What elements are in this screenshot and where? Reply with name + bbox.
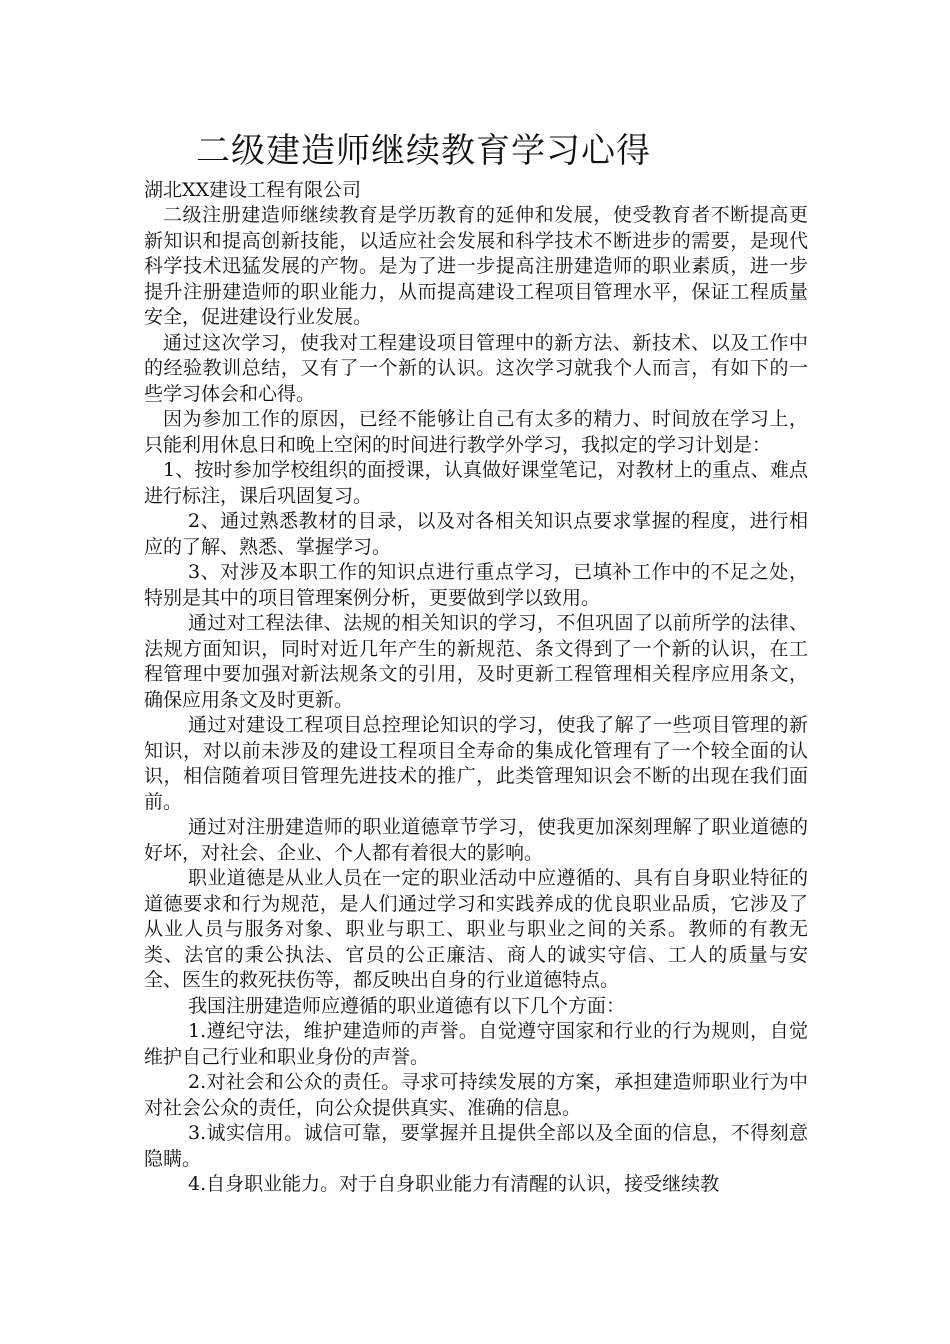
paragraph: 通过这次学习，使我对工程建设项目管理中的新方法、新技术、以及工作中的经验教训总结，又有了一个新的认识。这次学习就我个人而言，有如下的一些学习体会和心得。	[144, 331, 808, 405]
list-item: 3、对涉及本职工作的知识点进行重点学习，已填补工作中的不足之处，特别是其中的项目管理案例分析，更要做到学以致用。	[144, 561, 808, 609]
document-title: 二级建造师继续教育学习心得	[196, 131, 651, 171]
paragraph: 职业道德是从业人员在一定的职业活动中应遵循的、具有自身职业特征的道德要求和行为规范，是人们通过学习和实践养成的优良职业品质，它涉及了从业人员与服务对象、职业与职工、职业与职业之间的关系。教师的有教无类、法官的秉公执法、官员的公正廉洁、商人的诚实守信、工人的质量与安全、医生的救死扶伤等，都反映出自身的行业道德特点。	[144, 867, 808, 991]
list-item: 3.诚实信用。诚信可靠，要掌握并且提供全部以及全面的信息，不得刻意隐瞒。	[144, 1122, 808, 1170]
list-item: 4.自身职业能力。对于自身职业能力有清醒的认识，接受继续教	[188, 1173, 720, 1195]
list-item: 2、通过熟悉教材的目录，以及对各相关知识点要求掌握的程度，进行相应的了解、熟悉、掌握学习。	[144, 510, 808, 558]
list-item: 1.遵纪守法，维护建造师的声誉。自觉遵守国家和行业的行为规则，自觉维护自己行业和职业身份的声誉。	[144, 1020, 808, 1068]
paragraph: 通过对建设工程项目总控理论知识的学习，使我了解了一些项目管理的新知识，对以前未涉及的建设工程项目全寿命的集成化管理有了一个较全面的认识，相信随着项目管理先进技术的推广，此类管理知识会不断的出现在我们面前。	[144, 714, 808, 813]
list-item: 1、按时参加学校组织的面授课，认真做好课堂笔记，对教材上的重点、难点进行标注，课后巩固复习。	[144, 459, 808, 507]
list-item: 2.对社会和公众的责任。寻求可持续发展的方案，承担建造师职业行为中对社会公众的责任，向公众提供真实、准确的信息。	[144, 1071, 808, 1119]
paragraph: 二级注册建造师继续教育是学历教育的延伸和发展，使受教育者不断提高更新知识和提高创新技能，以适应社会发展和科学技术不断进步的需要，是现代科学技术迅猛发展的产物。是为了进一步提高注册建造师的职业素质，进一步提升注册建造师的职业能力，从而提高建设工程项目管理水平，保证工程质量安全，促进建设行业发展。	[144, 204, 808, 328]
paragraph: 我国注册建造师应遵循的职业道德有以下几个方面：	[188, 994, 626, 1017]
document-page	[144, 128, 808, 1198]
paragraph: 通过对注册建造师的职业道德章节学习，使我更加深刻理解了职业道德的好坏，对社会、企业、个人都有着很大的影响。	[144, 816, 808, 864]
paragraph: 通过对工程法律、法规的相关知识的学习，不但巩固了以前所学的法律、法规方面知识，同时对近几年产生的新规范、条文得到了一个新的认识，在工程管理中要加强对新法规条文的引用，及时更新工程管理相关程序应用条文，确保应用条文及时更新。	[144, 612, 808, 711]
company-name: 湖北XX建设工程有限公司	[144, 179, 362, 201]
paragraph: 因为参加工作的原因，已经不能够让自己有太多的精力、时间放在学习上，只能利用休息日和晚上空闲的时间进行教学外学习，我拟定的学习计划是：	[144, 408, 808, 456]
